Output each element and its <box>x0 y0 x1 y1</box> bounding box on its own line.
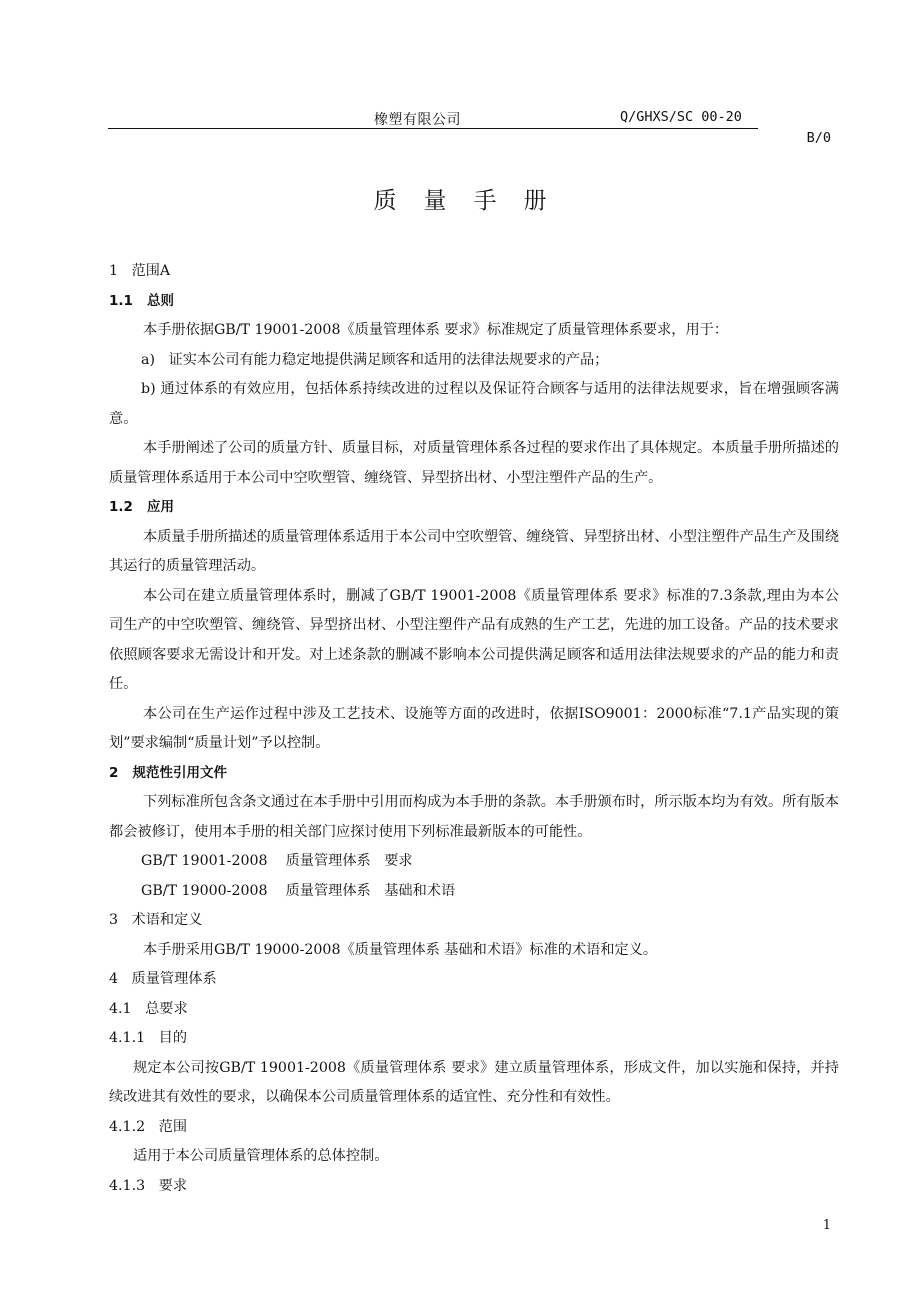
section-4-1-1-paragraph-1: 规定本公司按GB/T 19001-2008《质量管理体系 要求》建立质量管理体系，形成文件，加以实施和保持，并持续改进其有效性的要求，以确保本公司质量管理体系的适宜性、充分性和有效性。 <box>109 1059 839 1105</box>
section-3-paragraph-1: 本手册采用GB/T 19000-2008《质量管理体系 基础和术语》标准的术语和定义。 <box>143 941 658 958</box>
section-1-1-item-b: b) 通过体系的有效应用，包括体系持续改进的过程以及保证符合顾客与适用的法律法规要求，旨在增强顾客满意。 <box>109 381 839 427</box>
section-4-1-3-heading: 4.1.3 要求 <box>109 1177 188 1194</box>
page-header <box>108 108 758 129</box>
section-2-reference-2: GB/T 19000-2008 质量管理体系 基础和术语 <box>141 882 456 899</box>
section-1-2-paragraph-2: 本公司在建立质量管理体系时，删减了GB/T 19001-2008《质量管理体系 要求》标准的7.3条款,理由为本公司生产的中空吹塑管、缠绕管、异型挤出材、小型注塑件产品有成熟的生产工艺，先进的加工设备。产品的技术要求依照顾客要求无需设计和开发。对上述条款的删减不影响本公司提供满足顾客和适用法律法规要求的产品的能力和责任。 <box>109 587 839 692</box>
page-number: 1 <box>822 1218 831 1233</box>
section-1-2-paragraph-1: 本质量手册所描述的质量管理体系适用于本公司中空吹塑管、缠绕管、异型挤出材、小型注塑件产品生产及围绕其运行的质量管理活动。 <box>109 528 839 574</box>
section-4-1-2-paragraph-1: 适用于本公司质量管理体系的总体控制。 <box>133 1148 389 1164</box>
section-2-reference-1: GB/T 19001-2008 质量管理体系 要求 <box>141 853 413 869</box>
section-2-paragraph-1: 下列标准所包含条文通过在本手册中引用而构成为本手册的条款。本手册颁布时，所示版本均为有效。所有版本都会被修订，使用本手册的相关部门应探讨使用下列标准最新版本的可能性。 <box>109 794 839 840</box>
section-1-2-paragraph-3: 本公司在生产运作过程中涉及工艺技术、设施等方面的改进时，依据ISO9001：2000标准“7.1产品实现的策划”要求编制“质量计划”予以控制。 <box>109 705 839 751</box>
section-1-2-heading: 1.2 应用 <box>109 499 175 515</box>
document-title: 质量手册 <box>373 188 574 214</box>
section-2-heading: 2 规范性引用文件 <box>109 764 227 781</box>
document-body <box>109 257 839 1201</box>
section-4-heading: 4 质量管理体系 <box>109 971 217 987</box>
section-1-1-item-a: a) 证实本公司有能力稳定地提供满足顾客和适用的法律法规要求的产品； <box>141 351 609 368</box>
section-1-heading: 1 范围A <box>109 263 171 279</box>
section-4-1-heading: 4.1 总要求 <box>109 1000 188 1017</box>
section-1-1-heading: 1.1 总则 <box>109 292 175 309</box>
section-1-1-paragraph-1: 本手册依据GB/T 19001-2008《质量管理体系 要求》标准规定了质量管理体系要求，用于： <box>143 322 729 338</box>
document-version: B/0 <box>806 130 831 146</box>
section-3-heading: 3 术语和定义 <box>109 912 203 928</box>
company-name: 橡塑有限公司 <box>374 112 461 128</box>
document-number: Q/GHXS/SC 00-20 <box>620 109 742 125</box>
section-4-1-2-heading: 4.1.2 范围 <box>109 1118 188 1135</box>
section-1-1-paragraph-2: 本手册阐述了公司的质量方针、质量目标，对质量管理体系各过程的要求作出了具体规定。本质量手册所描述的质量管理体系适用于本公司中空吹塑管、缠绕管、异型挤出材、小型注塑件产品的生产。 <box>109 440 839 486</box>
section-4-1-1-heading: 4.1.1 目的 <box>109 1030 188 1046</box>
